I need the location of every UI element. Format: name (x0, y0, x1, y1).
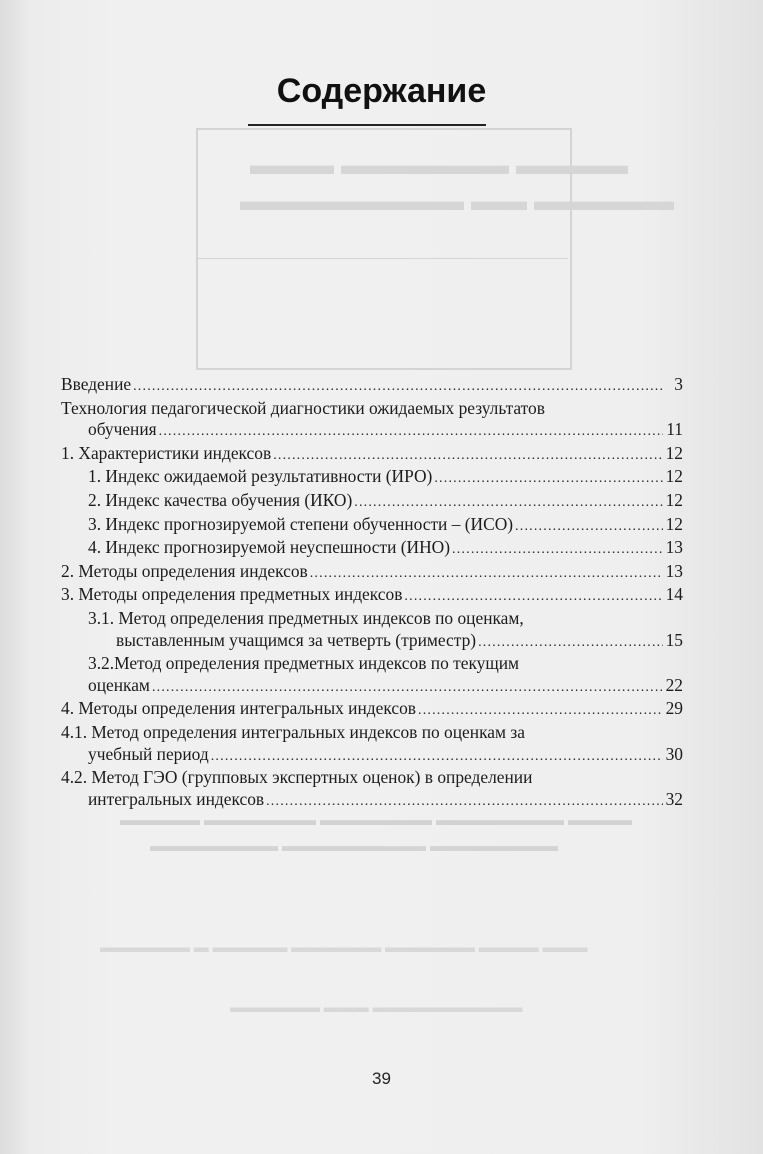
toc-entry-title: обучения (88, 419, 157, 440)
toc-entry-title: 4. Индекс прогнозируемой неуспешности (ИНО) (88, 537, 451, 558)
bleed-through-imprint-4: ▬▬▬▬▬▬ ▬▬▬ ▬▬▬▬▬▬▬▬▬▬ (230, 1000, 523, 1016)
toc-entry (61, 490, 683, 514)
bleed-through-imprint: ▬▬▬▬▬ ▬▬▬▬▬▬▬ ▬▬▬▬▬▬▬ ▬▬▬▬▬▬▬▬ ▬▬▬▬ (120, 812, 632, 829)
toc-entry-title-line1: 3.2.Метод определения предметных индексов по текущим (88, 653, 520, 674)
toc-leader-dots (273, 445, 662, 467)
toc-entry-page: 14 (665, 584, 683, 605)
toc-entry-title-line1: 3.1. Метод определения предметных индексов по оценкам, (88, 607, 524, 628)
toc-leader-dots (211, 746, 663, 768)
toc-entry-title: 1. Индекс ожидаемой результативности (ИРО) (88, 466, 433, 487)
toc-leader-dots (418, 700, 663, 722)
toc-leader-dots (434, 468, 662, 490)
toc-entry-page: 22 (665, 674, 683, 695)
toc-entry-first-line (61, 722, 683, 744)
toc-entry-first-line (61, 608, 683, 630)
toc-entry (61, 675, 683, 699)
toc-entry-title: 3. Индекс прогнозируемой степени обученности – (ИСО) (88, 513, 514, 534)
toc-entry-page: 12 (665, 442, 683, 463)
toc-entry (61, 537, 683, 561)
toc-entry (61, 698, 683, 722)
toc-entry-title: 1. Характеристики индексов (61, 442, 272, 463)
table-of-contents (61, 374, 683, 812)
toc-leader-dots (452, 539, 663, 561)
toc-entry (61, 789, 683, 813)
toc-entry-title: 2. Методы определения индексов (61, 560, 308, 581)
toc-entry-page: 30 (665, 743, 683, 764)
page-number: 39 (372, 1069, 391, 1088)
toc-entry-title: оценкам (88, 674, 150, 695)
bleed-through-imprint-2: ▬▬▬▬▬▬▬▬ ▬▬▬▬▬▬▬▬▬ ▬▬▬▬▬▬▬▬ (150, 838, 558, 855)
toc-leader-dots (354, 492, 662, 514)
title-underline (248, 124, 486, 126)
toc-entry-page: 13 (665, 537, 683, 558)
toc-entry (61, 744, 683, 768)
toc-entry (61, 561, 683, 585)
toc-entry-page: 3 (674, 374, 683, 394)
toc-entry-page: 11 (666, 419, 683, 440)
toc-entry-page: 12 (665, 466, 683, 487)
toc-entry-title-line1: Технология педагогической диагностики ожидаемых результатов (61, 397, 545, 418)
toc-leader-dots (159, 421, 664, 443)
toc-leader-dots (404, 586, 662, 608)
toc-entry (61, 514, 683, 538)
toc-entry-title: учебный период (88, 743, 209, 764)
toc-entry-page: 12 (665, 513, 683, 534)
toc-entry-title-line1: 4.2. Метод ГЭО (групповых экспертных оценок) в определении (61, 767, 533, 788)
toc-entry-page: 32 (665, 788, 683, 809)
toc-entry-page: 29 (665, 698, 683, 719)
toc-leader-dots (133, 376, 664, 398)
toc-entry (61, 584, 683, 608)
bleed-through-stamp-text: ▬▬▬ ▬▬▬▬▬▬ ▬▬▬▬ (250, 150, 628, 181)
toc-entry-title: 4. Методы определения интегральных индексов (61, 698, 416, 719)
page-title: Содержание (276, 72, 487, 110)
toc-entry-title: Введение (61, 374, 132, 394)
bleed-through-lines (196, 258, 568, 259)
toc-entry (61, 419, 683, 443)
toc-entry-title: 2. Индекс качества обучения (ИКО) (88, 489, 353, 510)
toc-leader-dots (266, 791, 663, 813)
toc-entry (61, 374, 683, 398)
toc-entry-title: выставленным учащимся за четверть (триместр) (116, 629, 477, 650)
toc-entry-first-line (61, 398, 683, 420)
toc-entry-title: 3. Методы определения предметных индексов (61, 584, 403, 605)
toc-entry (61, 443, 683, 467)
toc-entry-page: 13 (665, 560, 683, 581)
toc-entry-page: 15 (665, 629, 683, 650)
toc-leader-dots (310, 563, 663, 585)
toc-entry (61, 466, 683, 490)
toc-entry-title: интегральных индексов (88, 788, 265, 809)
bleed-through-imprint-3: ▬▬▬▬▬▬ ▬ ▬▬▬▬▬ ▬▬▬▬▬▬ ▬▬▬▬▬▬ ▬▬▬▬ ▬▬▬ (100, 940, 588, 956)
bleed-through-stamp-text-2: ▬▬▬▬▬▬▬▬ ▬▬ ▬▬▬▬▬ (240, 186, 674, 217)
toc-entry-first-line (61, 653, 683, 675)
toc-leader-dots (152, 677, 663, 699)
toc-entry-title-line1: 4.1. Метод определения интегральных индексов по оценкам за (61, 721, 525, 742)
toc-entry (61, 630, 683, 654)
toc-leader-dots (515, 516, 663, 538)
toc-entry-first-line (61, 767, 683, 789)
toc-leader-dots (478, 632, 663, 654)
toc-entry-page: 12 (665, 489, 683, 510)
